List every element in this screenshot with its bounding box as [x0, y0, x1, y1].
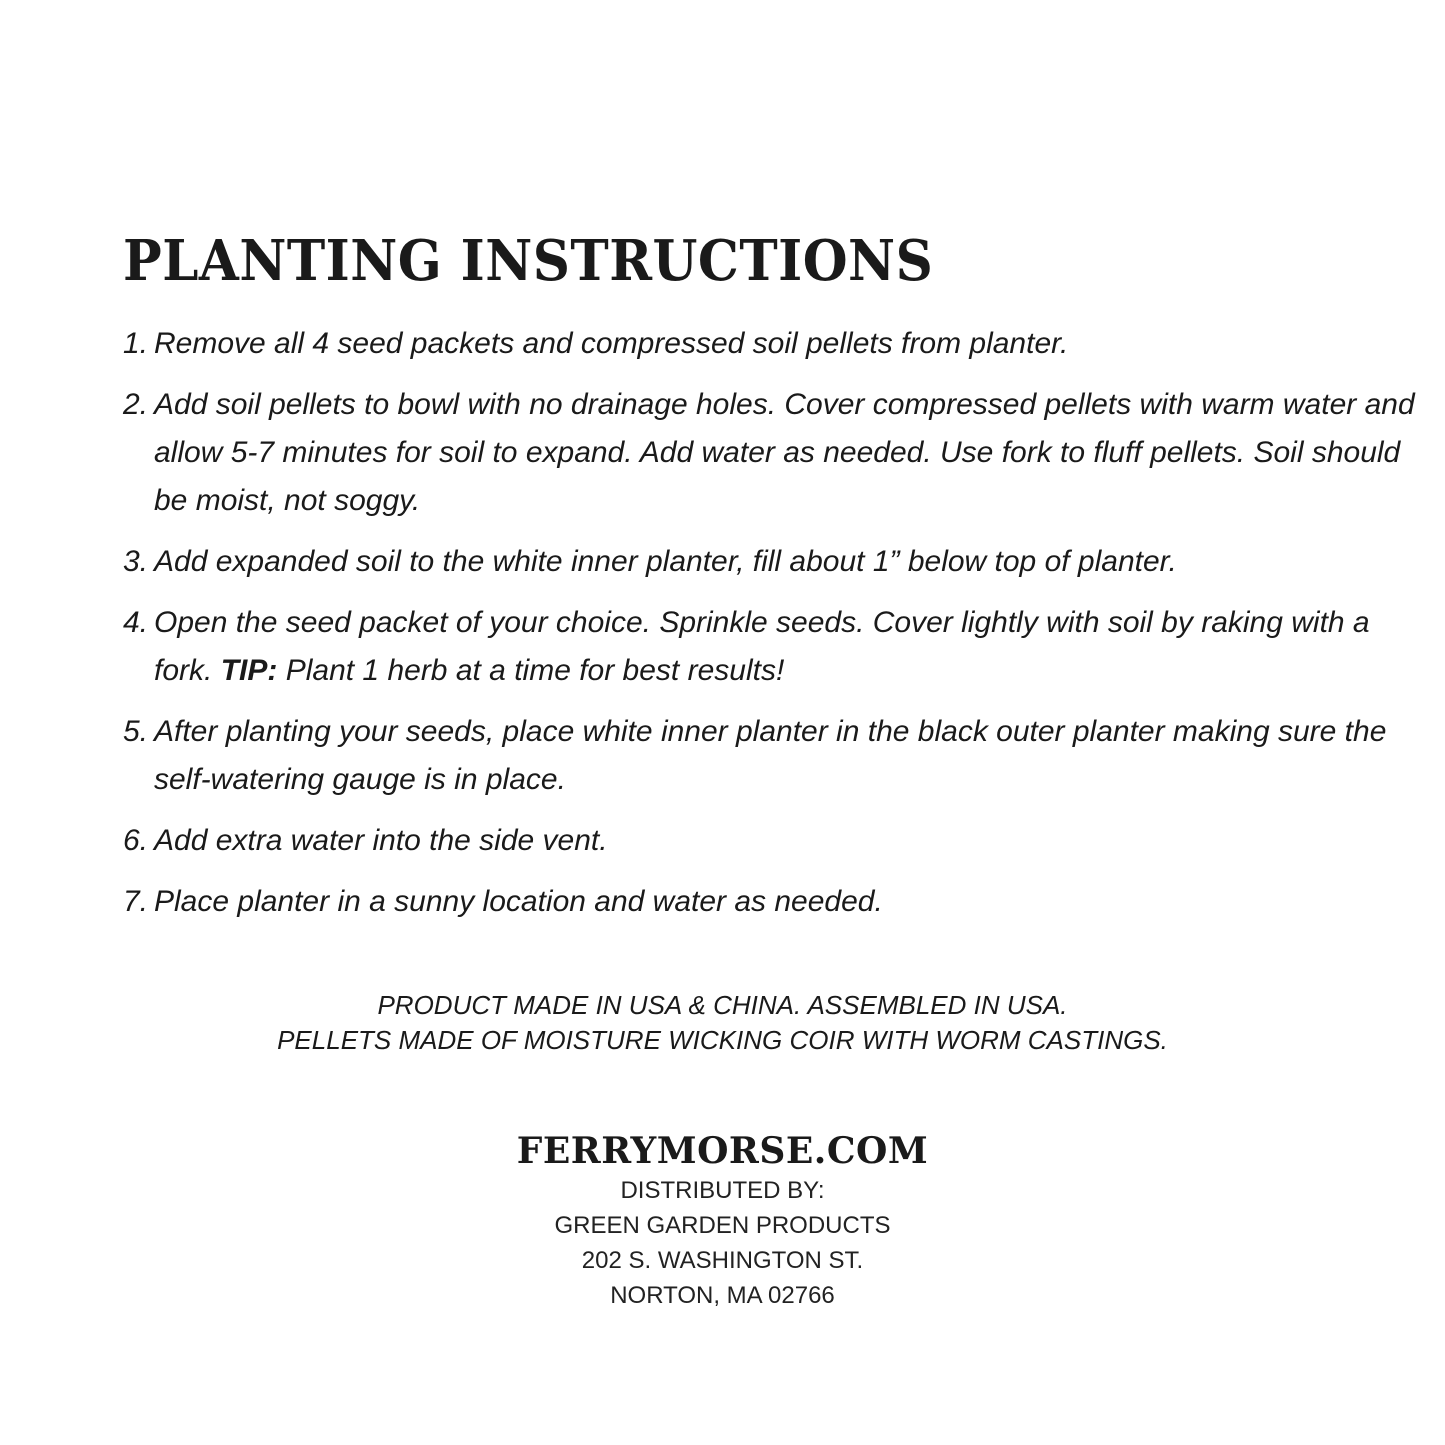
step-number: 6. [123, 824, 149, 857]
instruction-step-2 [123, 381, 1423, 525]
distributor-street: 202 S. WASHINGTON ST. [581, 1247, 864, 1274]
step-text: Add extra water into the side vent. [154, 824, 608, 857]
instruction-step-5 [123, 708, 1423, 804]
page-title: PLANTING INSTRUCTIONS [123, 228, 934, 294]
instruction-step-3 [123, 538, 1423, 586]
step-text: Open the seed packet of your choice. Sprinkle seeds. Cover lightly with soil by raking with a fork. [154, 606, 1370, 687]
tip-label: TIP: [220, 654, 278, 687]
distributor-label: DISTRIBUTED BY: [620, 1177, 825, 1204]
product-notes [0, 988, 1445, 1058]
instruction-step-1 [123, 320, 1423, 368]
distributor-city: NORTON, MA 02766 [610, 1282, 835, 1309]
step-number: 7. [123, 885, 149, 918]
step-text: Add soil pellets to bowl with no drainage holes. Cover compressed pellets with warm water and allow 5-7 minutes for soil to expand. Add water as needed. Use fork to fluff pellets. Soil should be moist, not soggy. [154, 388, 1415, 517]
instruction-step-4 [123, 599, 1423, 695]
step-number: 2. [123, 388, 149, 421]
step-text: Add expanded soil to the white inner planter, fill about 1” below top of planter. [154, 545, 1177, 578]
instruction-step-6 [123, 817, 1423, 865]
tip-text: Plant 1 herb at a time for best results! [285, 654, 785, 687]
step-text: Place planter in a sunny location and water as needed. [154, 885, 883, 918]
pellet-note: PELLETS MADE OF MOISTURE WICKING COIR WITH WORM CASTINGS. [277, 1025, 1168, 1055]
step-text: Remove all 4 seed packets and compressed soil pellets from planter. [154, 327, 1069, 360]
step-number: 4. [123, 606, 149, 639]
step-text: After planting your seeds, place white inner planter in the black outer planter making sure the self-watering gauge is in place. [154, 715, 1387, 796]
distributor-block [0, 1173, 1445, 1313]
origin-note: PRODUCT MADE IN USA & CHINA. ASSEMBLED IN USA. [377, 990, 1068, 1020]
step-text-with-tip [154, 599, 1423, 695]
website-url: FERRYMORSE.COM [516, 1130, 929, 1172]
step-number: 5. [123, 715, 149, 748]
instruction-list [123, 320, 1423, 939]
distributor-company: GREEN GARDEN PRODUCTS [554, 1212, 891, 1239]
step-number: 3. [123, 545, 149, 578]
step-number: 1. [123, 327, 149, 360]
instruction-step-7 [123, 878, 1423, 926]
